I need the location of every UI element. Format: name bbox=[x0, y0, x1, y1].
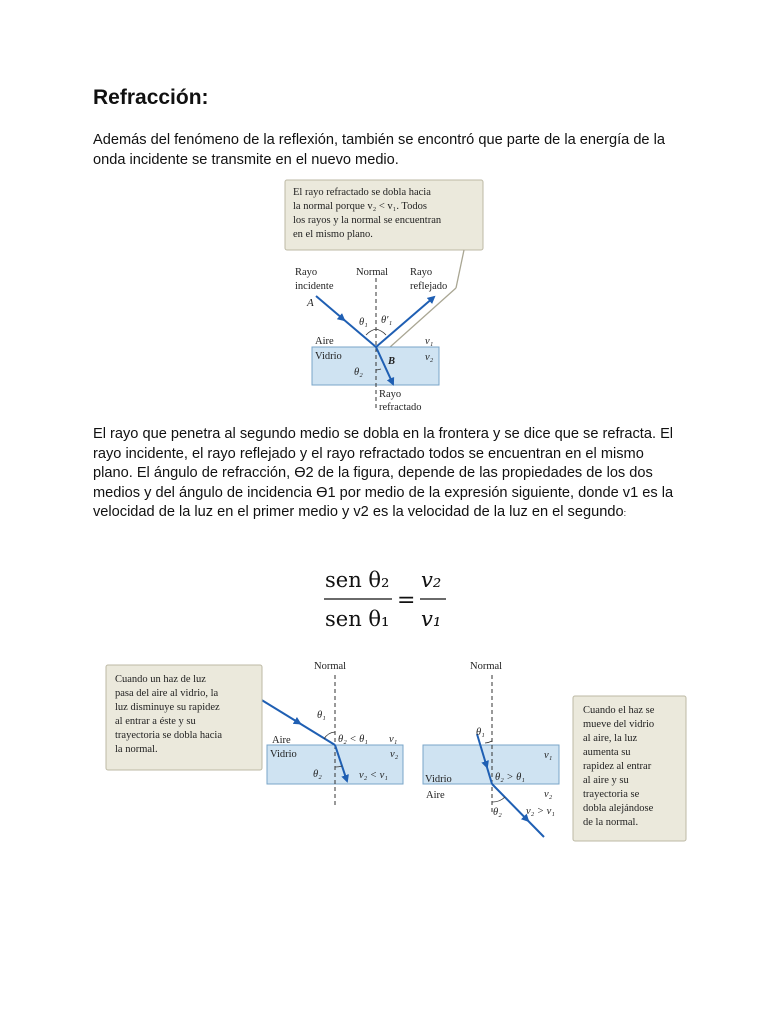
right-label-normal: Normal bbox=[470, 661, 503, 672]
callout-line: los rayos y la normal se encuentran bbox=[293, 215, 442, 226]
label-theta1-prime: θ′₁ bbox=[381, 315, 393, 326]
right-callout-line: rapidez al entrar bbox=[583, 761, 652, 772]
right-label-relation1: θ₂ > θ₁ bbox=[495, 772, 525, 783]
label-vidrio: Vidrio bbox=[315, 351, 342, 362]
right-label-theta2: θ₂ bbox=[493, 807, 502, 818]
left-callout-line: trayectoria se dobla hacia bbox=[115, 730, 222, 741]
right-label-relation2: v₂ > v₁ bbox=[526, 806, 555, 817]
label-v1: v₁ bbox=[425, 336, 434, 347]
left-label-aire: Aire bbox=[272, 735, 291, 746]
refraction-comparison-diagram bbox=[104, 655, 694, 855]
leader-line bbox=[456, 250, 464, 288]
left-callout-line: pasa del aire al vidrio, la bbox=[115, 688, 219, 699]
right-callout-line: dobla alejándose bbox=[583, 803, 654, 814]
right-label-vidrio: Vidrio bbox=[425, 774, 452, 785]
left-label-normal: Normal bbox=[314, 661, 347, 672]
left-label-vidrio: Vidrio bbox=[270, 749, 297, 760]
formula-numerator-right: v₂ bbox=[421, 568, 442, 592]
right-callout-line: aumenta su bbox=[583, 747, 631, 758]
right-label-theta1: θ₁ bbox=[476, 727, 485, 738]
left-callout-line: luz disminuye su rapidez bbox=[115, 702, 220, 713]
right-callout-line: al aire y su bbox=[583, 775, 629, 786]
right-label-v1: v₁ bbox=[544, 750, 553, 761]
explanation-paragraph bbox=[93, 425, 683, 524]
right-callout-box bbox=[573, 696, 686, 841]
left-angle-arc bbox=[324, 732, 335, 739]
left-label-relation1: θ₂ < θ₁ bbox=[338, 734, 368, 745]
snell-formula bbox=[318, 562, 458, 642]
left-callout-box bbox=[106, 665, 262, 770]
left-label-theta2: θ₂ bbox=[313, 769, 322, 780]
intro-paragraph: Además del fenómeno de la reflexión, también se encontró que parte de la energía de la onda incidente se transmite en el nuevo medio. bbox=[93, 132, 665, 168]
formula-denominator-left: sen θ₁ bbox=[325, 607, 390, 631]
left-callout-line: la normal. bbox=[115, 744, 158, 755]
label-rayo-reflejado: reflejado bbox=[410, 281, 448, 292]
label-rayo-incidente: incidente bbox=[295, 281, 334, 292]
label-point-a: A bbox=[307, 297, 314, 309]
formula-equals: = bbox=[397, 588, 416, 613]
incident-ray-arrow bbox=[340, 317, 344, 320]
label-point-b: B bbox=[388, 356, 396, 367]
callout-line: la normal porque v₂ < v₁. Todos bbox=[293, 201, 427, 212]
left-label-theta1: θ₁ bbox=[317, 710, 326, 721]
callout-line: en el mismo plano. bbox=[293, 229, 373, 240]
right-label-aire: Aire bbox=[426, 790, 445, 801]
right-callout-line: al aire, la luz bbox=[583, 733, 638, 744]
right-callout-line: mueve del vidrio bbox=[583, 719, 655, 730]
label-rayo-incidente: Rayo bbox=[295, 267, 318, 278]
left-label-relation2: v₂ < v₁ bbox=[359, 770, 388, 781]
right-angle-arc bbox=[492, 797, 505, 802]
label-aire: Aire bbox=[315, 336, 334, 347]
label-rayo-refractado: Rayo bbox=[379, 389, 402, 400]
right-callout-line: de la normal. bbox=[583, 817, 639, 828]
explanation-text: El rayo que penetra al segundo medio se dobla en la frontera y se dice que se refracta. El rayo incidente, el rayo reflejado y el rayo refractado todos se encuentran en el mismo plano. El ángulo de refracción, ϴ2 de la figura, depende de las propiedades de los dos medios y del ángulo de incidencia ϴ1 por medio de la expresión siguiente, donde v1 es la velocidad de la luz en el primer medio y v2 es la velocidad de la luz en el segundo bbox=[93, 426, 674, 521]
label-rayo-refractado: refractado bbox=[379, 402, 422, 413]
right-incident-arrow bbox=[486, 763, 488, 768]
left-label-v2: v₂ bbox=[390, 749, 399, 760]
label-rayo-reflejado: Rayo bbox=[410, 267, 433, 278]
right-angle-arc bbox=[485, 741, 492, 743]
left-callout-line: al entrar a éste y su bbox=[115, 716, 196, 727]
left-callout-line: Cuando un haz de luz bbox=[115, 674, 206, 685]
left-incident-arrow bbox=[295, 721, 300, 724]
right-callout-line: Cuando el haz se bbox=[583, 705, 655, 716]
angle-arc bbox=[376, 329, 386, 335]
right-label-v2: v₂ bbox=[544, 789, 553, 800]
formula-numerator-left: sen θ₂ bbox=[325, 568, 390, 592]
explanation-colon: : bbox=[623, 508, 627, 519]
label-theta1: θ₁ bbox=[359, 317, 368, 328]
label-v2: v₂ bbox=[425, 352, 434, 363]
angle-arc bbox=[366, 329, 376, 335]
label-theta2: θ₂ bbox=[354, 367, 363, 378]
page-title: Refracción: bbox=[93, 86, 209, 109]
callout-line: El rayo refractado se dobla hacia bbox=[293, 187, 431, 198]
label-normal: Normal bbox=[356, 267, 389, 278]
right-callout-line: trayectoria se bbox=[583, 789, 640, 800]
formula-denominator-right: v₁ bbox=[421, 607, 442, 631]
callout-box bbox=[285, 180, 483, 250]
left-label-v1: v₁ bbox=[389, 734, 398, 745]
refraction-diagram bbox=[284, 178, 496, 418]
